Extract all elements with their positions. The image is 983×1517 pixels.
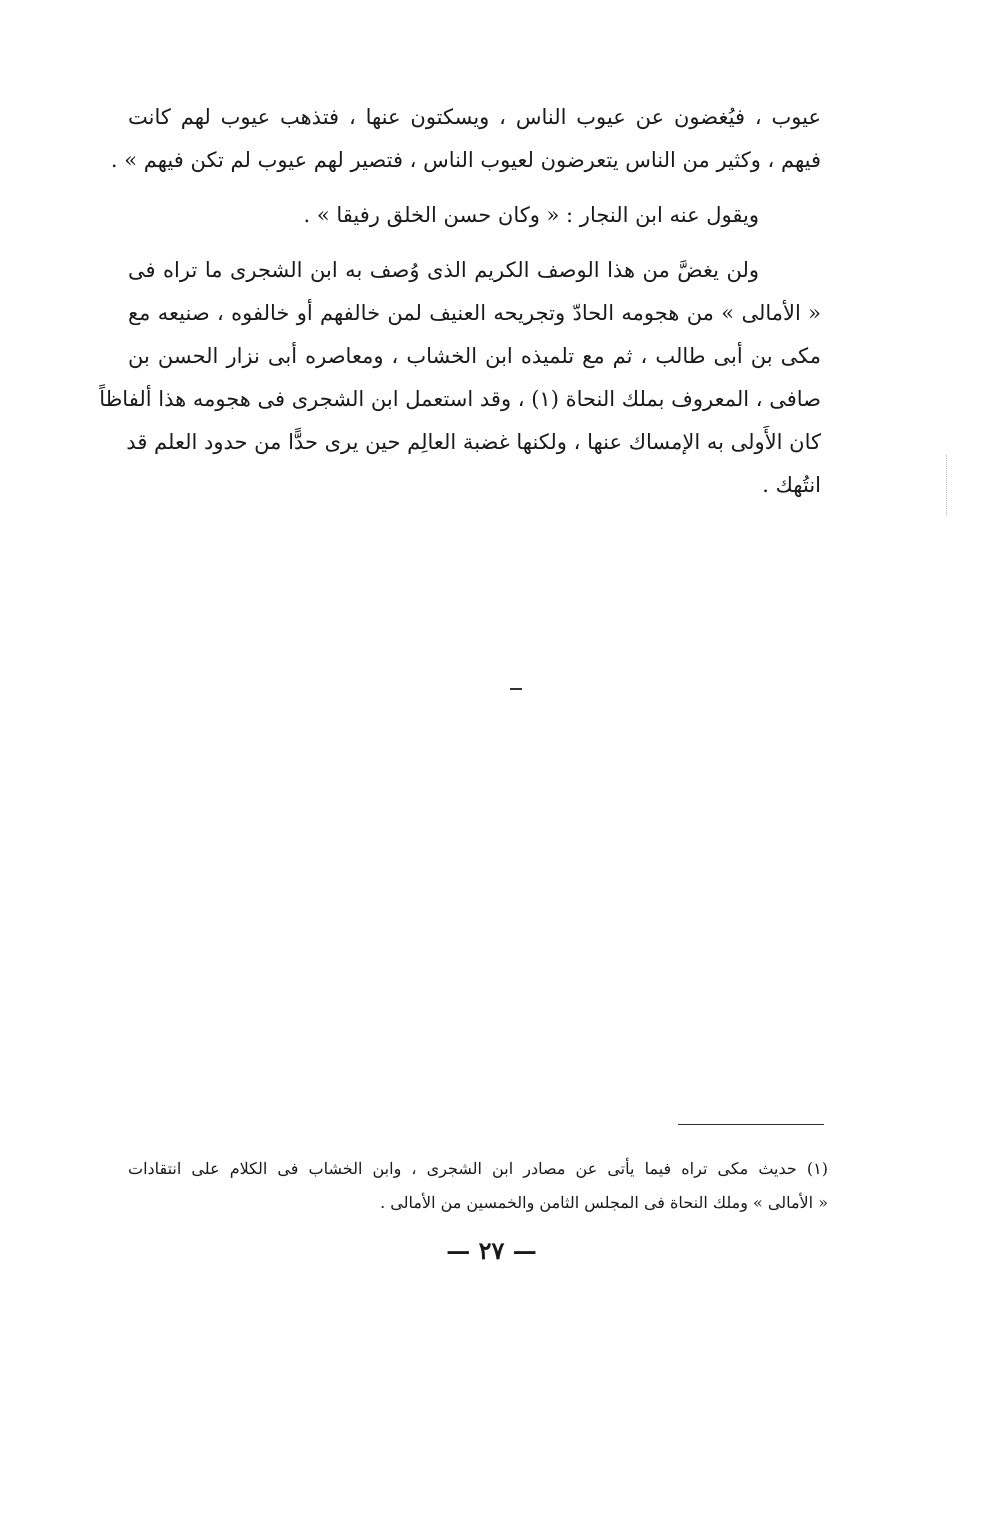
text-line: « الأمالى » من هجومه الحادّ وتجريحه العنيف لمن خالفهم أو خالفوه ، صنيعه مع <box>128 301 821 325</box>
footnote <box>128 1152 828 1220</box>
scan-edge-mark <box>946 455 947 515</box>
footnote-line: « الأمالى » وملك النحاة فى المجلس الثامن والخمسين من الأمالى . <box>380 1193 828 1212</box>
footnote-line: (١) حديث مكى تراه فيما يأتى عن مصادر ابن الشجرى ، وابن الخشاب فى الكلام على انتقادات <box>128 1159 828 1178</box>
text-line: صافى ، المعروف بملك النحاة (١) ، وقد استعمل ابن الشجرى فى هجومه هذا ألفاظاً <box>99 387 821 411</box>
footnote-divider <box>678 1124 824 1125</box>
text-line: ولن يغضَّ من هذا الوصف الكريم الذى وُصف به ابن الشجرى ما تراه فى <box>128 258 759 282</box>
text-line: انتُهك . <box>762 473 821 497</box>
page-number: — ٢٧ — <box>446 1236 537 1265</box>
text-line: عيوب ، فيُغضون عن عيوب الناس ، ويسكتون عنها ، فتذهب عيوب لهم كانت <box>128 105 821 129</box>
text-line: ويقول عنه ابن النجار : « وكان حسن الخلق رفيقا » . <box>303 203 759 227</box>
text-line: مكى بن أبى طالب ، ثم مع تلميذه ابن الخشاب ، ومعاصره أبى نزار الحسن بن <box>128 344 821 368</box>
main-text <box>99 96 821 507</box>
text-line: فيهم ، وكثير من الناس يتعرضون لعيوب الناس ، فتصير لهم عيوب لم تكن فيهم » . <box>110 148 821 172</box>
scan-mark <box>510 688 522 690</box>
text-line: كان الأَولى به الإمساك عنها ، ولكنها غضبة العالِم حين يرى حدًّا من حدود العلم قد <box>126 430 821 454</box>
